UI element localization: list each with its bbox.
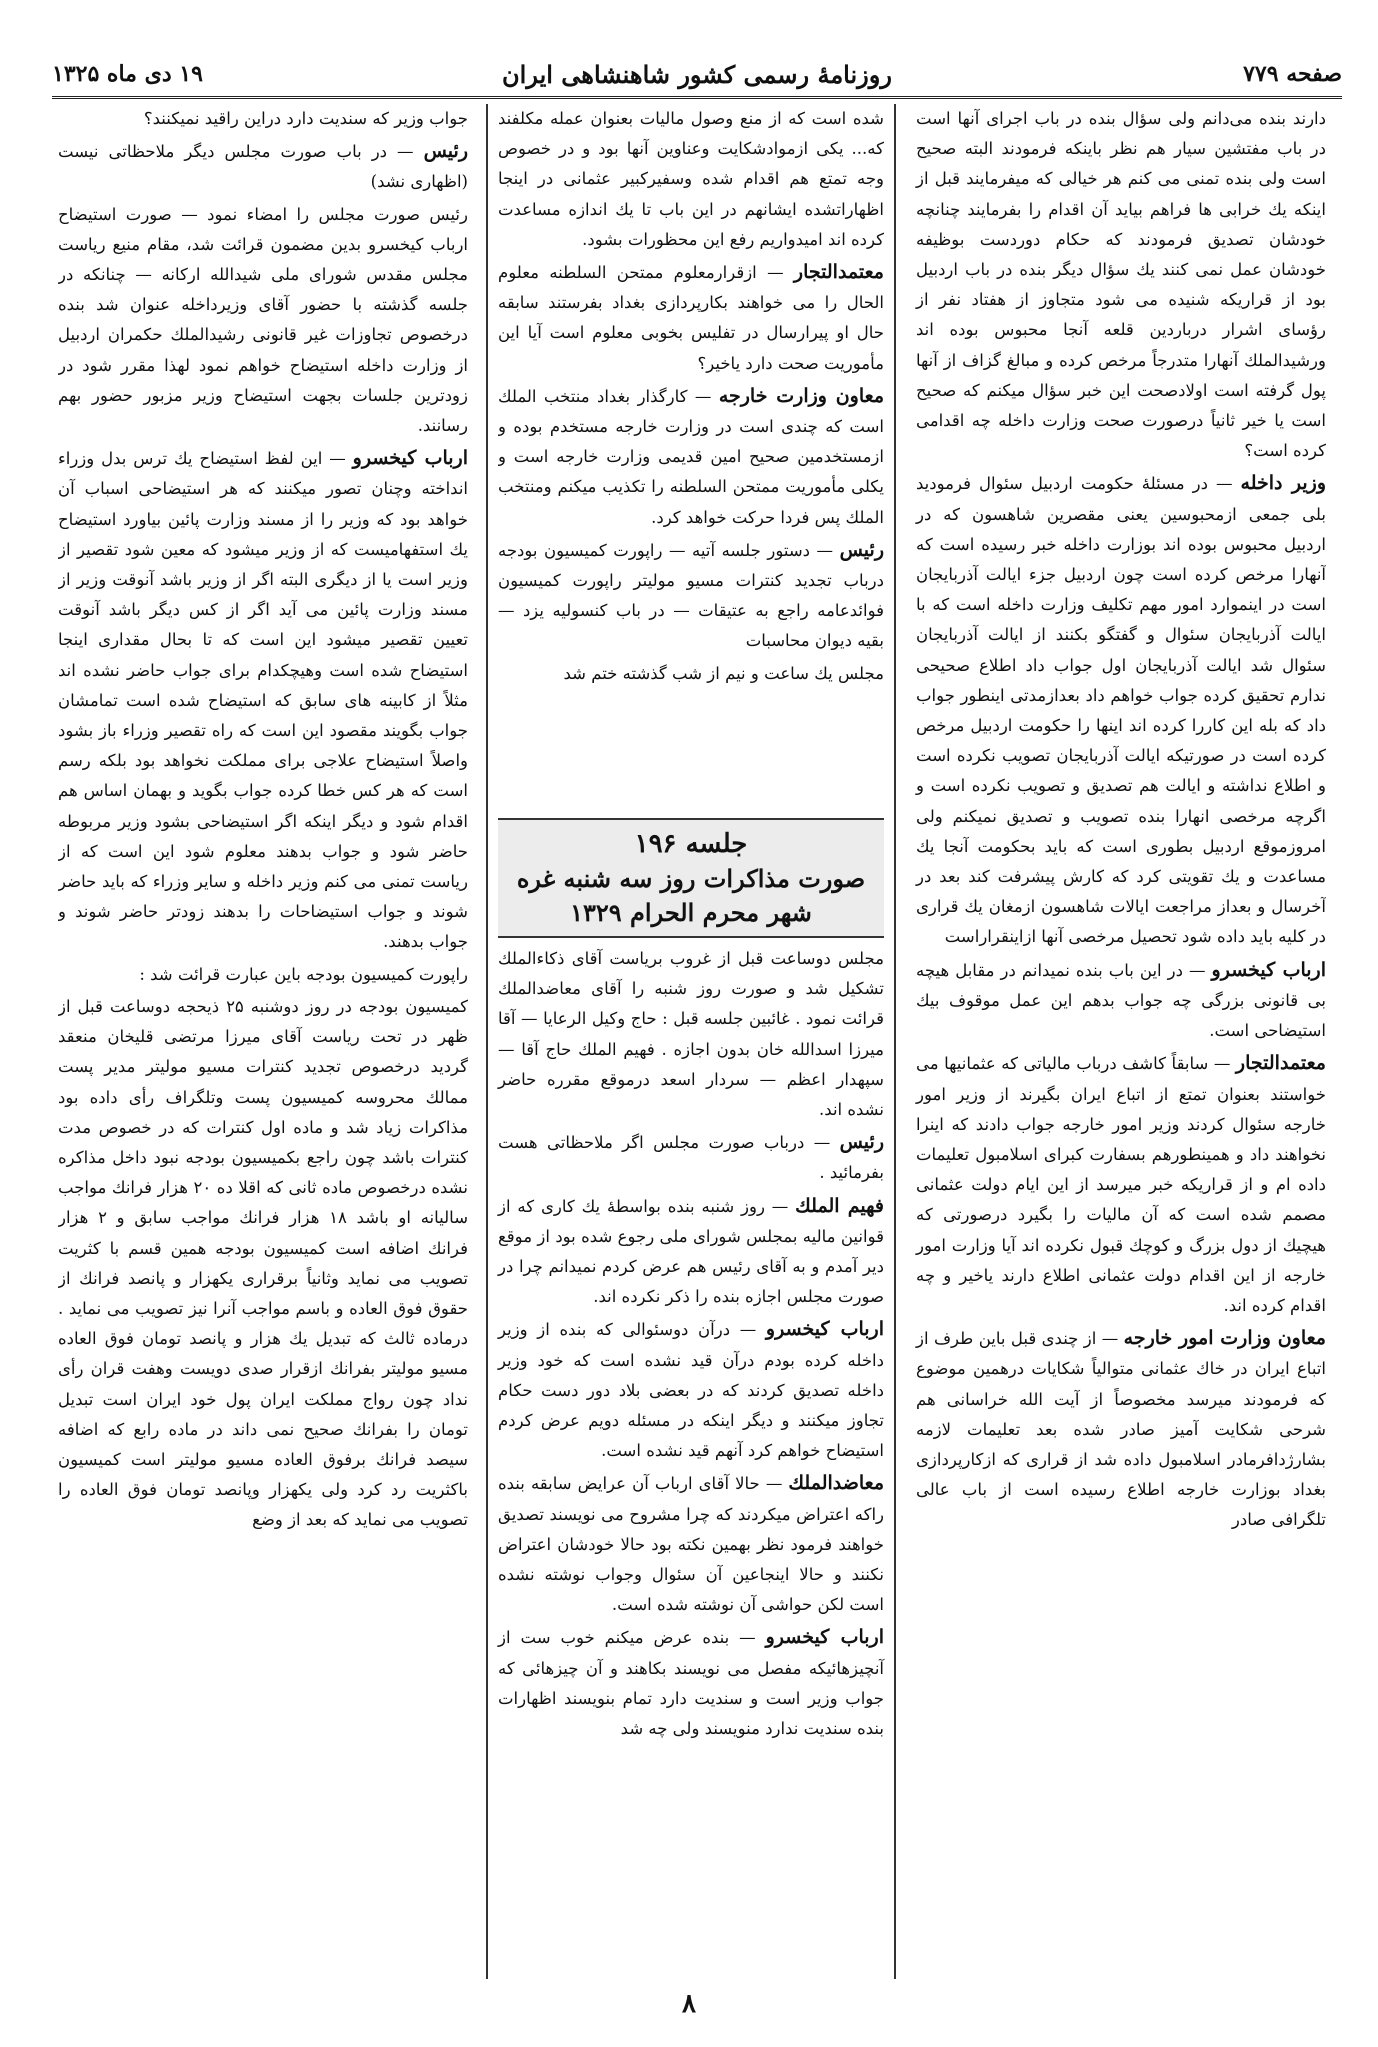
speech-text: — ازقرارمعلوم ممتحن السلطنه معلوم الحال را می خواهند بکارپردازی بغداد بفرستند سابقه حال او پیرارسال در تفلیس بخوبی معلوم است آیا این مأموریت صحت دارد یاخیر؟	[498, 263, 884, 373]
speaker-name: معاضدالملك	[788, 1472, 884, 1495]
speaker-name: رئیس	[839, 538, 884, 561]
paragraph: مجلس دوساعت قبل از غروب بریاست آقای ذکاءالملك تشکیل شد و صورت روز شنبه را آقای معاضدالملك قرائت نمود . غائبین جلسه قبل : حاج وکیل الرعایا — آقا میرزا اسدالله خان بدون اجازه . فهیم الملك حاج آقا — سپهدار اعظم — سردار اسعد درموقع مقرره حاضر نشده اند.	[498, 949, 884, 1120]
paragraph	[498, 1314, 884, 1466]
paragraph	[498, 381, 884, 533]
speech-text: — از چندی قبل باین طرف از اتباع ایران در خاك عثمانی متوالیاً شکایات درهمین موضوع که فرمودند میرسد مخصوصاً از آیت الله خراسانی هم شرحی شکایت آمیز صادر شده بعد تعلیمات لازمه بشارژدافرمادر اسلامبول داده شد از قراری که ازکارپردازی بغداد بوزارت خارجه اطلاع رسیده است از باب عالی تلگرافی صادر	[916, 1329, 1326, 1530]
speaker-name: معاون وزارت امور خارجه	[1123, 1327, 1326, 1350]
speaker-name: معتمدالتجار	[1235, 1052, 1326, 1075]
paragraph: راپورت کمیسیون بودجه باین عبارت قرائت شد :	[139, 964, 468, 984]
paragraph	[916, 468, 1326, 952]
speaker-name: رئیس	[839, 1131, 884, 1154]
issue-date: ۱۹ دی ماه ۱۳۲۵	[52, 61, 203, 87]
paragraph: جواب وزیر که سندیت دارد دراین راقید نمیکنند؟	[143, 109, 468, 128]
page-number: ۸	[682, 1989, 696, 2019]
speech-text: — در این باب بنده نمیدانم در مقابل هیچه بی قانونی بزرگی چه جواب بدهم این عمل موقوف بیك استیضاحی است.	[916, 960, 1326, 1041]
speech-text: — روز شنبه بنده بواسطهٔ یك کاری که از قوانین مالیه بمجلس شورای ملی رجوع شده بود از موقع دیر آمدم و به آقای رئیس هم عرض کردم نمیدانم چرا در صورت مجلس اجازه بنده را ذکر نکرده اند.	[498, 1196, 884, 1307]
speaker-name: معتمدالتجار	[793, 261, 884, 284]
speaker-name: فهیم الملك	[795, 1194, 884, 1217]
speaker-name: ارباب کیخسرو	[765, 1626, 884, 1649]
session-number: جلسه ۱۹۶	[634, 829, 748, 859]
speech-text: — دستور جلسه آتیه — راپورت کمیسیون بودجه درباب تجدید کنترات مسیو مولیتر راپورت کمیسیون فوائدعامه راجع به عتیقات — در باب کنسولیه یزد — بقیه دیوان محاسبات	[498, 540, 884, 651]
paragraph	[498, 1127, 884, 1188]
paragraph	[58, 443, 468, 957]
newspaper-title: روزنامهٔ رسمی کشور شاهنشاهی ایران	[502, 59, 892, 89]
paragraph	[58, 136, 468, 197]
speech-text: — در باب صورت مجلس دیگر ملاحظاتی نیست (اظهاری نشد)	[58, 142, 468, 192]
right-column	[906, 104, 1326, 1979]
paragraph	[498, 1468, 884, 1620]
speech-text: — بنده عرض میکنم خوب ست از آنچیزهائیکه مفصل می نویسند بکاهند و آن چیزهائی که جواب وزیر است و سندیت دارد تمام بنویسند اظهارات بنده سندیت ندارد منویسند ولی چه شد	[498, 1628, 884, 1739]
paragraph: رئیس صورت مجلس را امضاء نمود — صورت استیضاح ارباب کیخسرو بدین مضمون قرائت شد، مقام منیع ریاست مجلس مقدس شورای ملی شیدالله ارکانه — چنانکه در جلسه گذشته با حضور آقای وزیرداخله عنوان شد بنده درخصوص تجاوزات غیر قانونی رشیدالملك حکمران اردبیل از وزارت داخله استیضاح خواهم نمود لهذا مقرر شود در زودترین جلسات بجهت استیضاح وزیر مزبور حضور بهم رسانند.	[58, 204, 468, 436]
middle-column	[486, 104, 896, 1979]
speaker-name: ارباب کیخسرو	[352, 447, 468, 470]
paragraph	[498, 257, 884, 379]
speech-text: — در مسئلهٔ حکومت اردبیل سئوال فرمودید بلی جمعی ازمحبوسین یعنی مقصرین شاهسون که در اردبیل محبوس بوده اند بوزارت داخله خبر رسیده است که آنهارا مرخص کرده است چون اردبیل جزء ایالت آذربایجان است در اینموارد امور مهم تکلیف وزارت داخله است که با ایالت آذربایجان سئوال و گفتگو بکنند از ایالت آذربایجان سئوال شد ایالت آذربایجان اول جواب داد اطلاع صحیحی ندارم تحقیق کرده جواب خواهم داد بعدازمدتی اینطور جواب داد که بله این کاررا کرده اند اینها را حکومت اردبیل مرخص کرده است در صورتیکه ایالت آذربایجان تصویب نکرده است و اطلاع نداشته و ایالت هم تصدیق و تصویب نکرده است و اگرچه مرخصی انهارا بنده تصویب و تصدیق نمیکنم ولی امروزموقع اردبیل بطوری است که باید بحکومت آنجا یك مساعدت و یك تقویتی کرد که کارش پیشرفت کند بعد در آخرسال و بعداز مراجعت ایالات شاهسون ازمغان یك قراری در کلیه باید داده شود تحصیل مرخصی آنها ازاینقراراست	[916, 474, 1326, 947]
speaker-name: معاون وزارت خارجه	[718, 384, 884, 407]
paragraph	[916, 1323, 1326, 1535]
session-heading	[498, 818, 884, 938]
paragraph	[916, 955, 1326, 1047]
page-header	[52, 52, 1342, 99]
paragraph: شده است که از منع وصول مالیات بعنوان عمله مکلفند که... یکی ازموادشکایت وعناوین آنها بود و در خصوص وجه تمتع هم اقدام شده وسفیرکبیر عثمانی در اینجا اظهاراتشده ایشانهم در این باب تا یك اندازه مساعدت کرده اند امیدواریم رفع این محظورات بشود.	[498, 109, 884, 249]
speech-text: — این لفظ استیضاح یك ترس بدل وزراء انداخته وچنان تصور میکنند که هر استیضاحی اسباب آن خواهد بود که وزیر را از مسند وزارت پائین بیاورد استیضاح یك استفهامیست که از وزیر میشود که معین شود تقصیر از وزیر است یا از دیگری البته اگر از وزیر باشد آنوقت وزیر از مسند وزارت پائین می آید اگر از کس دیگر باشد آنوقت تعیین تقصیر میشود این است که تا بحال مقداری اینجا استیضاح شده است وهیچکدام برای جواب حاضر نشده اند مثلاً از کابینه های سابق که استیضاح شده است تمامشان جواب بگویند مقصود این است که راه تقصیر وزراء باز بشود واصلاً استیضاح علاجی برای مملکت نخواهد بود بلکه رسم است که هر کس خطا کرده جواب بگوید و بهمان اساس هم اقدام شود و دیگر اینکه اگر استیضاحی بشود وزیر مربوطه حاضر شود و جواب بدهند معلوم شود این است که از ریاست تمنی می کنم وزیر داخله و سایر وزراء که باید حاضر شوند و جواب استیضاحات را بدهند زودتر حاضر شوند و جواب بدهند.	[58, 449, 468, 952]
speaker-name: ارباب کیخسرو	[1211, 958, 1326, 981]
speaker-name: وزیر داخله	[1240, 472, 1326, 495]
left-column	[58, 104, 478, 1979]
middle-column-top	[498, 104, 884, 814]
session-closing: مجلس یك ساعت و نیم از شب گذشته ختم شد	[563, 663, 884, 683]
speech-text: — درآن دوسئوالی که بنده از وزیر داخله کرده بودم درآن قید نشده است که خود وزیر داخله تصدیق کردند که در بعضی بلاد دور دست حکام تجاوز میکنند و دیگر اینکه در مسئله دویم عرض کردم استیضاح خواهم کرد آنهم قید نشده است.	[498, 1320, 884, 1461]
speech-text: — حالا آقای ارباب آن عرایض سابقه بنده راکه اعتراض میکردند که چرا مشروح می نویسند تصدیق خواهند فرمود نظر بهمین نکته بود حالا خودشان اعتراض نکنند و حالا اینجاعین آن سئوال وجواب نوشته نشده است لکن حواشی آن نوشته شده است.	[498, 1474, 884, 1615]
speaker-name: رئیس	[423, 140, 468, 163]
paragraph	[916, 1048, 1326, 1321]
paragraph	[498, 1622, 884, 1744]
speech-text: — کارگذار بغداد منتخب الملك است که چندی است در وزارت خارجه مستخدم بوده و ازمستخدمین صحیح امین قدیمی وزارت خارجه است و یکلی مأموریت ممتحن السلطنه را تکذیب میکنم ومنتخب الملك پس فردا حرکت خواهد کرد.	[498, 386, 884, 527]
session-date: شهر محرم الحرام ۱۳۲۹	[570, 898, 812, 927]
speech-text: — سابقاً کاشف درباب مالیاتی که عثمانیها می خواستند بعنوان تمتع از اتباع ایران بگیرند از وزیر امور خارجه سئوال کردند وزیر امور خارجه جواب دادند که اینرا نخواهند داد و همینطورهم بسفارت کبرای اسلامبول تعلیمات داده ام و از قراریکه خبر میرسد از این ایام دولت عثمانی مصمم شده است که آن مالیات را بگیرد درصورتی که هیچیك از دول بزرگ و کوچك قبول نکرده اند آیا وزارت امور خارجه از این اقدام دولت عثمانی اطلاع دارند یاخیر و چه اقدام کرده اند.	[916, 1054, 1326, 1315]
page-label: صفحه ۷۷۹	[1243, 61, 1342, 87]
session-title: صورت مذاکرات روز سه شنبه غره	[516, 864, 866, 893]
speaker-name: ارباب کیخسرو	[765, 1318, 885, 1341]
paragraph	[498, 1191, 884, 1313]
paragraph: کمیسیون بودجه در روز دوشنبه ۲۵ ذیحجه دوساعت قبل از ظهر در تحت ریاست آقای میرزا مرتضی قلیخان منعقد گردید درخصوص تجدید کنترات مسیو مولیتر مدیر پست ممالك محروسه کمیسیون پست وتلگراف رأی داده بود مذاکرات زیاد شد و ماده اول کنترات که در خصوص مدت کنترات باشد چون راجع بکمیسیون بودجه نبود داخل مذاکره نشده درخصوص ماده ثانی که اقلا ده ۲۰ هزار فرانك مواجب سالیانه او باشد ۱۸ هزار فرانك مواجب سابق و ۲ هزار فرانك اضافه است کمیسیون بودجه همین قسم با کثریت تصویب می نماید وثانیاً برقراری یکهزار و پانصد فرانك از حقوق فوق العاده و باسم مواجب آنرا نیز تصویب می نماید . درماده ثالث که تبدیل یك هزار و پانصد تومان فوق العاده مسیو مولیتر بفرانك ازقرار صدی دویست وهفت قران رأی نداد چون رواج مملکت ایران پول خود ایران است تبدیل تومان را بفرانك صحیح نمی داند در ماده رابع که اضافه سیصد فرانك برفوق العاده مسیو مولیتر است کمیسیون باکثریت رد کرد ولی یکهزار وپانصد تومان فوق العاده را تصویب می نماید که بعد از وضع	[58, 996, 469, 1530]
speech-text: — درباب صورت مجلس اگر ملاحظاتی هست بفرمائید .	[498, 1133, 884, 1183]
paragraph	[498, 535, 884, 657]
paragraph: دارند بنده می‌دانم ولی سؤال بنده در باب اجرای آنها است در باب مفتشین سیار هم نظر باینکه فرمودند البته صحیح است ولی بنده تمنی می کنم هر خیالی که میفرمایند قبل از اینکه یك خرابی ها فراهم بیاید آن اقدام را بفرمایند چنانچه خودشان تصدیق فرمودند که حکام دوردست بوظیفه خودشان عمل نمی کنند یك سؤال دیگر بنده در باب اردبیل بود از قراریکه شنیده می شود متجاوز از هفتاد نفر از رؤسای اشرار درباردین قلعه آنجا محبوس بوده اند ورشیدالملك آنهارا متدرجاً مرخص کرده و مبالغ گزاف از آنها پول گرفته است اولادصحت این خبر سؤال میکنم که صحیح است یا خیر ثانیاً درصورت صحت وزارت داخله چه اقدامی کرده است؟	[916, 109, 1326, 461]
